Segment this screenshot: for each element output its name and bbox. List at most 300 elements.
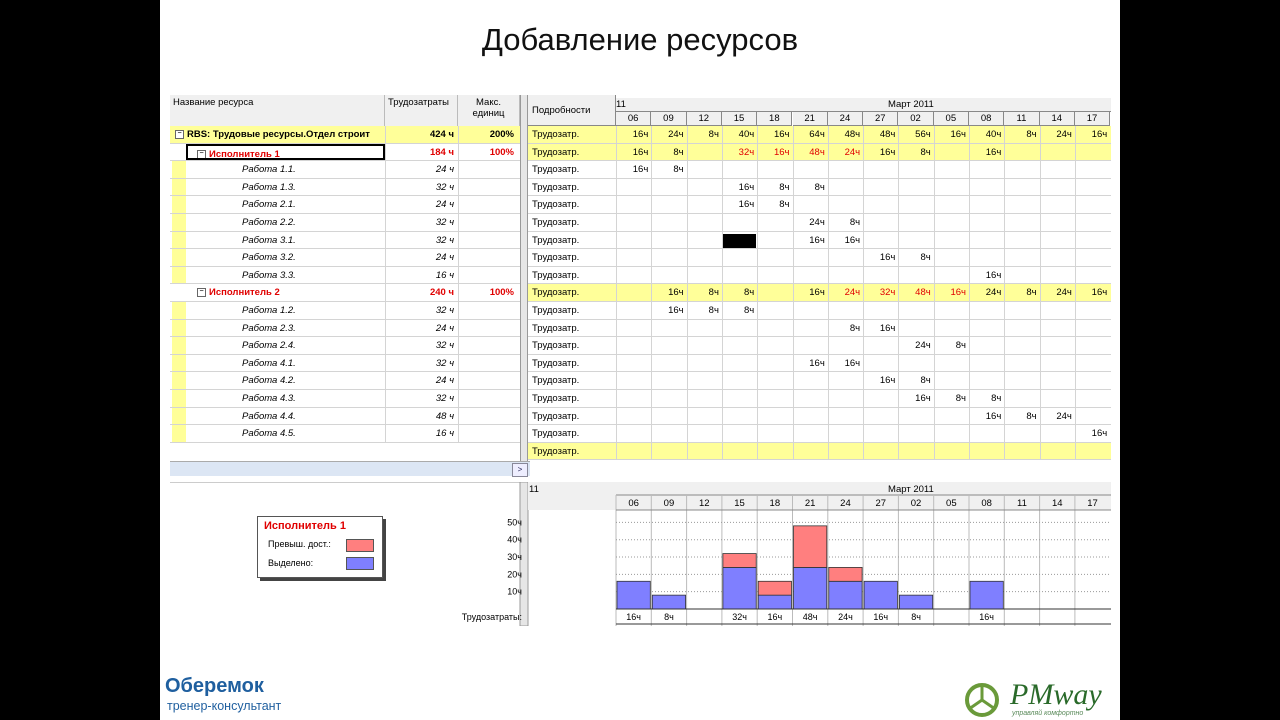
work-value-cell[interactable] xyxy=(757,390,792,407)
work-value-cell[interactable] xyxy=(616,302,651,319)
max-units-cell[interactable]: 100% xyxy=(458,284,520,301)
work-value-cell[interactable] xyxy=(969,302,1004,319)
work-value-cell[interactable] xyxy=(1004,179,1039,196)
task-row[interactable] xyxy=(170,214,520,232)
work-value-cell[interactable] xyxy=(757,425,792,442)
work-value-cell[interactable]: 8ч xyxy=(687,126,722,143)
task-row[interactable] xyxy=(170,196,520,214)
work-value-cell[interactable] xyxy=(651,425,686,442)
work-value-cell[interactable] xyxy=(934,214,969,231)
work-value-cell[interactable] xyxy=(863,390,898,407)
work-value-cell[interactable] xyxy=(1004,267,1039,284)
resource-name-cell[interactable] xyxy=(170,179,385,196)
work-value-cell[interactable]: 8ч xyxy=(1004,284,1039,301)
work-cell[interactable]: 32 ч xyxy=(385,179,458,196)
work-value-cell[interactable] xyxy=(898,179,933,196)
work-value-cell[interactable] xyxy=(969,372,1004,389)
work-value-cell[interactable] xyxy=(687,161,722,178)
work-value-cell[interactable] xyxy=(828,196,863,213)
work-value-cell[interactable] xyxy=(651,320,686,337)
work-cell[interactable]: 240 ч xyxy=(385,284,458,301)
work-value-cell[interactable] xyxy=(1040,425,1075,442)
work-value-cell[interactable] xyxy=(969,179,1004,196)
work-value-cell[interactable] xyxy=(757,320,792,337)
work-value-cell[interactable] xyxy=(616,249,651,266)
work-value-cell[interactable] xyxy=(722,161,757,178)
work-value-cell[interactable] xyxy=(1040,196,1075,213)
resource-name-cell[interactable] xyxy=(170,390,385,407)
work-value-cell[interactable] xyxy=(722,408,757,425)
work-value-cell[interactable] xyxy=(934,267,969,284)
work-value-cell[interactable] xyxy=(1075,408,1110,425)
work-value-cell[interactable] xyxy=(1075,232,1110,249)
work-value-cell[interactable] xyxy=(1004,249,1039,266)
work-value-cell[interactable]: 8ч xyxy=(828,214,863,231)
work-value-cell[interactable] xyxy=(934,232,969,249)
work-value-cell[interactable] xyxy=(687,267,722,284)
work-value-cell[interactable] xyxy=(616,196,651,213)
work-value-cell[interactable] xyxy=(793,443,828,460)
work-value-cell[interactable] xyxy=(757,284,792,301)
work-value-cell[interactable]: 8ч xyxy=(934,390,969,407)
work-value-cell[interactable]: 40ч xyxy=(969,126,1004,143)
work-value-cell[interactable] xyxy=(863,161,898,178)
work-value-cell[interactable] xyxy=(757,232,792,249)
work-value-cell[interactable]: 24ч xyxy=(1040,284,1075,301)
work-value-cell[interactable] xyxy=(616,179,651,196)
work-cell[interactable]: 32 ч xyxy=(385,355,458,372)
work-value-cell[interactable]: 48ч xyxy=(863,126,898,143)
work-value-cell[interactable] xyxy=(616,372,651,389)
work-value-cell[interactable]: 24ч xyxy=(651,126,686,143)
resource-name-cell[interactable] xyxy=(170,232,385,249)
work-value-cell[interactable] xyxy=(616,337,651,354)
work-value-cell[interactable]: 16ч xyxy=(969,267,1004,284)
work-value-cell[interactable]: 8ч xyxy=(793,179,828,196)
task-row[interactable] xyxy=(170,249,520,267)
work-value-cell[interactable] xyxy=(898,320,933,337)
work-cell[interactable]: 184 ч xyxy=(385,144,458,161)
work-value-cell[interactable] xyxy=(898,161,933,178)
work-value-cell[interactable] xyxy=(793,408,828,425)
work-value-cell[interactable]: 8ч xyxy=(1004,408,1039,425)
work-value-cell[interactable] xyxy=(722,320,757,337)
work-value-cell[interactable] xyxy=(757,249,792,266)
work-value-cell[interactable]: 8ч xyxy=(934,337,969,354)
task-row[interactable] xyxy=(170,355,520,373)
resource-name-cell[interactable] xyxy=(186,144,385,161)
work-cell[interactable]: 32 ч xyxy=(385,214,458,231)
work-value-cell[interactable] xyxy=(793,302,828,319)
work-value-cell[interactable]: 48ч xyxy=(828,126,863,143)
work-value-cell[interactable] xyxy=(828,302,863,319)
resource-name-cell[interactable] xyxy=(170,214,385,231)
work-value-cell[interactable] xyxy=(1040,232,1075,249)
work-value-cell[interactable]: 16ч xyxy=(1075,126,1110,143)
max-units-cell[interactable] xyxy=(458,232,520,249)
work-value-cell[interactable] xyxy=(1040,320,1075,337)
work-value-cell[interactable] xyxy=(651,232,686,249)
work-value-cell[interactable] xyxy=(722,372,757,389)
work-value-cell[interactable] xyxy=(651,372,686,389)
rbs-row[interactable] xyxy=(170,126,520,144)
task-row[interactable] xyxy=(170,372,520,390)
max-units-cell[interactable] xyxy=(458,337,520,354)
work-value-cell[interactable] xyxy=(863,179,898,196)
work-value-cell[interactable] xyxy=(757,443,792,460)
work-value-cell[interactable] xyxy=(1040,267,1075,284)
work-value-cell[interactable] xyxy=(828,267,863,284)
work-value-cell[interactable] xyxy=(687,144,722,161)
task-row[interactable] xyxy=(170,232,520,250)
work-value-cell[interactable] xyxy=(1040,337,1075,354)
work-value-cell[interactable] xyxy=(898,232,933,249)
work-value-cell[interactable] xyxy=(969,196,1004,213)
work-value-cell[interactable] xyxy=(934,144,969,161)
work-value-cell[interactable]: 8ч xyxy=(651,161,686,178)
work-cell[interactable]: 16 ч xyxy=(385,267,458,284)
work-value-cell[interactable] xyxy=(616,408,651,425)
work-value-cell[interactable]: 16ч xyxy=(722,179,757,196)
work-value-cell[interactable]: 8ч xyxy=(687,284,722,301)
work-cell[interactable]: 48 ч xyxy=(385,408,458,425)
work-value-cell[interactable] xyxy=(828,179,863,196)
work-value-cell[interactable] xyxy=(863,425,898,442)
work-value-cell[interactable]: 16ч xyxy=(651,284,686,301)
work-value-cell[interactable] xyxy=(687,408,722,425)
work-value-cell[interactable]: 16ч xyxy=(793,284,828,301)
work-value-cell[interactable] xyxy=(616,390,651,407)
work-value-cell[interactable] xyxy=(969,355,1004,372)
work-value-cell[interactable]: 16ч xyxy=(793,232,828,249)
work-value-cell[interactable] xyxy=(828,249,863,266)
max-units-cell[interactable] xyxy=(458,179,520,196)
work-value-cell[interactable]: 16ч xyxy=(616,126,651,143)
work-value-cell[interactable] xyxy=(1040,179,1075,196)
work-value-cell[interactable] xyxy=(1004,161,1039,178)
work-value-cell[interactable]: 48ч xyxy=(793,144,828,161)
work-value-cell[interactable] xyxy=(651,390,686,407)
work-value-cell[interactable] xyxy=(757,372,792,389)
work-value-cell[interactable] xyxy=(898,443,933,460)
work-value-cell[interactable] xyxy=(898,196,933,213)
max-units-cell[interactable] xyxy=(458,161,520,178)
work-value-cell[interactable] xyxy=(793,320,828,337)
max-units-cell[interactable] xyxy=(458,302,520,319)
work-value-cell[interactable] xyxy=(687,179,722,196)
work-value-cell[interactable]: 8ч xyxy=(722,302,757,319)
work-value-cell[interactable] xyxy=(1075,214,1110,231)
work-value-cell[interactable] xyxy=(1004,390,1039,407)
work-value-cell[interactable] xyxy=(793,337,828,354)
work-value-cell[interactable] xyxy=(651,196,686,213)
work-value-cell[interactable] xyxy=(1004,443,1039,460)
work-value-cell[interactable]: 16ч xyxy=(793,355,828,372)
work-value-cell[interactable] xyxy=(616,425,651,442)
work-value-cell[interactable] xyxy=(898,302,933,319)
work-value-cell[interactable]: 16ч xyxy=(828,232,863,249)
work-value-cell[interactable] xyxy=(1075,372,1110,389)
work-value-cell[interactable] xyxy=(793,249,828,266)
task-row[interactable] xyxy=(170,179,520,197)
work-value-cell[interactable] xyxy=(757,302,792,319)
work-value-cell[interactable]: 8ч xyxy=(1004,126,1039,143)
work-value-cell[interactable] xyxy=(863,355,898,372)
collapse-toggle-icon[interactable]: − xyxy=(197,150,206,159)
work-value-cell[interactable]: 16ч xyxy=(757,144,792,161)
max-units-cell[interactable]: 100% xyxy=(458,144,520,161)
work-value-cell[interactable] xyxy=(1004,302,1039,319)
work-value-cell[interactable]: 24ч xyxy=(1040,126,1075,143)
work-cell[interactable]: 32 ч xyxy=(385,390,458,407)
max-units-cell[interactable] xyxy=(458,355,520,372)
work-value-cell[interactable] xyxy=(934,408,969,425)
work-value-cell[interactable] xyxy=(1075,161,1110,178)
work-value-cell[interactable] xyxy=(1040,144,1075,161)
work-value-cell[interactable] xyxy=(651,267,686,284)
work-cell[interactable]: 24 ч xyxy=(385,161,458,178)
work-value-cell[interactable] xyxy=(828,372,863,389)
work-value-cell[interactable] xyxy=(687,443,722,460)
work-cell[interactable]: 24 ч xyxy=(385,320,458,337)
work-cell[interactable]: 424 ч xyxy=(385,126,458,143)
view-splitter[interactable] xyxy=(520,95,528,461)
resource-name-cell[interactable] xyxy=(170,372,385,389)
work-value-cell[interactable] xyxy=(934,372,969,389)
work-value-cell[interactable] xyxy=(934,425,969,442)
resource-name-cell[interactable] xyxy=(170,408,385,425)
work-value-cell[interactable]: 32ч xyxy=(722,144,757,161)
work-value-cell[interactable] xyxy=(969,337,1004,354)
work-value-cell[interactable] xyxy=(969,161,1004,178)
work-value-cell[interactable] xyxy=(722,355,757,372)
work-value-cell[interactable] xyxy=(722,390,757,407)
max-units-cell[interactable] xyxy=(458,196,520,213)
task-row[interactable] xyxy=(170,161,520,179)
resource-row[interactable] xyxy=(170,144,520,162)
work-value-cell[interactable] xyxy=(1075,320,1110,337)
work-value-cell[interactable]: 16ч xyxy=(722,196,757,213)
work-value-cell[interactable] xyxy=(828,337,863,354)
work-value-cell[interactable] xyxy=(863,302,898,319)
work-value-cell[interactable] xyxy=(828,408,863,425)
work-value-cell[interactable]: 16ч xyxy=(934,284,969,301)
resource-name-cell[interactable] xyxy=(170,126,385,143)
work-value-cell[interactable] xyxy=(934,161,969,178)
selected-cell[interactable] xyxy=(723,234,756,249)
work-value-cell[interactable] xyxy=(828,443,863,460)
work-value-cell[interactable] xyxy=(934,355,969,372)
work-value-cell[interactable]: 16ч xyxy=(863,320,898,337)
work-value-cell[interactable] xyxy=(651,355,686,372)
work-value-cell[interactable] xyxy=(1075,355,1110,372)
work-value-cell[interactable] xyxy=(969,320,1004,337)
work-value-cell[interactable] xyxy=(1040,443,1075,460)
work-value-cell[interactable]: 8ч xyxy=(757,179,792,196)
max-units-cell[interactable] xyxy=(458,267,520,284)
work-value-cell[interactable]: 24ч xyxy=(828,284,863,301)
work-value-cell[interactable]: 56ч xyxy=(898,126,933,143)
work-value-cell[interactable]: 8ч xyxy=(969,390,1004,407)
work-value-cell[interactable] xyxy=(616,443,651,460)
work-value-cell[interactable] xyxy=(1004,232,1039,249)
work-value-cell[interactable] xyxy=(1075,196,1110,213)
work-value-cell[interactable]: 24ч xyxy=(1040,408,1075,425)
work-value-cell[interactable] xyxy=(757,267,792,284)
max-units-cell[interactable] xyxy=(458,249,520,266)
work-value-cell[interactable] xyxy=(1075,302,1110,319)
work-value-cell[interactable] xyxy=(898,425,933,442)
work-value-cell[interactable] xyxy=(722,443,757,460)
resource-name-cell[interactable] xyxy=(170,425,385,442)
work-value-cell[interactable] xyxy=(616,284,651,301)
resource-name-cell[interactable] xyxy=(170,161,385,178)
work-value-cell[interactable] xyxy=(651,443,686,460)
work-value-cell[interactable] xyxy=(898,355,933,372)
work-value-cell[interactable] xyxy=(687,320,722,337)
work-value-cell[interactable] xyxy=(1075,249,1110,266)
work-value-cell[interactable] xyxy=(934,320,969,337)
work-value-cell[interactable] xyxy=(651,179,686,196)
work-value-cell[interactable] xyxy=(969,214,1004,231)
work-cell[interactable]: 24 ч xyxy=(385,249,458,266)
work-value-cell[interactable] xyxy=(1004,337,1039,354)
work-value-cell[interactable] xyxy=(1004,372,1039,389)
task-row[interactable] xyxy=(170,267,520,285)
work-value-cell[interactable] xyxy=(863,408,898,425)
work-value-cell[interactable] xyxy=(934,249,969,266)
work-value-cell[interactable] xyxy=(793,390,828,407)
work-value-cell[interactable] xyxy=(898,408,933,425)
work-value-cell[interactable]: 8ч xyxy=(651,144,686,161)
work-value-cell[interactable]: 8ч xyxy=(828,320,863,337)
work-value-cell[interactable] xyxy=(722,425,757,442)
column-header-max-units[interactable]: Макс. единиц xyxy=(458,95,520,126)
work-value-cell[interactable] xyxy=(898,267,933,284)
work-value-cell[interactable] xyxy=(687,196,722,213)
work-value-cell[interactable] xyxy=(934,179,969,196)
work-cell[interactable]: 24 ч xyxy=(385,196,458,213)
work-value-cell[interactable] xyxy=(793,267,828,284)
work-value-cell[interactable] xyxy=(934,443,969,460)
work-value-cell[interactable]: 24ч xyxy=(793,214,828,231)
work-value-cell[interactable] xyxy=(969,425,1004,442)
work-value-cell[interactable] xyxy=(757,214,792,231)
work-value-cell[interactable] xyxy=(687,390,722,407)
resource-name-cell[interactable] xyxy=(170,249,385,266)
resource-name-cell[interactable] xyxy=(170,284,385,301)
work-value-cell[interactable] xyxy=(1004,196,1039,213)
resource-name-cell[interactable] xyxy=(170,320,385,337)
collapse-toggle-icon[interactable]: − xyxy=(197,288,206,297)
work-value-cell[interactable] xyxy=(1040,302,1075,319)
work-value-cell[interactable] xyxy=(969,443,1004,460)
work-value-cell[interactable]: 16ч xyxy=(828,355,863,372)
work-value-cell[interactable] xyxy=(757,161,792,178)
work-value-cell[interactable] xyxy=(616,214,651,231)
resource-row[interactable] xyxy=(170,284,520,302)
work-value-cell[interactable]: 16ч xyxy=(898,390,933,407)
work-value-cell[interactable] xyxy=(898,214,933,231)
work-value-cell[interactable]: 16ч xyxy=(757,126,792,143)
work-value-cell[interactable] xyxy=(687,232,722,249)
work-value-cell[interactable] xyxy=(969,249,1004,266)
work-value-cell[interactable] xyxy=(1075,443,1110,460)
resource-name-cell[interactable] xyxy=(170,337,385,354)
collapse-toggle-icon[interactable]: − xyxy=(175,130,184,139)
max-units-cell[interactable] xyxy=(458,408,520,425)
task-row[interactable] xyxy=(170,302,520,320)
work-value-cell[interactable] xyxy=(793,425,828,442)
work-value-cell[interactable]: 16ч xyxy=(651,302,686,319)
max-units-cell[interactable] xyxy=(458,372,520,389)
work-value-cell[interactable]: 8ч xyxy=(898,144,933,161)
column-header-work[interactable]: Трудозатраты xyxy=(385,95,458,126)
work-value-cell[interactable] xyxy=(934,196,969,213)
scroll-right-button[interactable]: > xyxy=(512,463,528,477)
work-value-cell[interactable] xyxy=(722,337,757,354)
max-units-cell[interactable] xyxy=(458,390,520,407)
work-value-cell[interactable] xyxy=(1075,267,1110,284)
work-value-cell[interactable] xyxy=(616,355,651,372)
resource-name-cell[interactable] xyxy=(170,355,385,372)
work-value-cell[interactable]: 16ч xyxy=(863,372,898,389)
work-value-cell[interactable] xyxy=(722,249,757,266)
work-value-cell[interactable]: 16ч xyxy=(969,144,1004,161)
task-row[interactable] xyxy=(170,425,520,443)
work-value-cell[interactable] xyxy=(1040,355,1075,372)
work-value-cell[interactable] xyxy=(1004,214,1039,231)
work-value-cell[interactable] xyxy=(1040,249,1075,266)
work-value-cell[interactable] xyxy=(1075,144,1110,161)
work-value-cell[interactable] xyxy=(687,355,722,372)
work-value-cell[interactable] xyxy=(828,161,863,178)
work-value-cell[interactable] xyxy=(934,302,969,319)
work-value-cell[interactable] xyxy=(687,337,722,354)
work-value-cell[interactable] xyxy=(722,214,757,231)
resource-name-cell[interactable] xyxy=(170,196,385,213)
column-header-name[interactable]: Название ресурса xyxy=(170,95,385,126)
work-value-cell[interactable] xyxy=(651,337,686,354)
work-value-cell[interactable]: 24ч xyxy=(969,284,1004,301)
work-value-cell[interactable] xyxy=(863,443,898,460)
work-value-cell[interactable] xyxy=(863,232,898,249)
work-value-cell[interactable]: 24ч xyxy=(828,144,863,161)
work-cell[interactable]: 32 ч xyxy=(385,232,458,249)
work-value-cell[interactable]: 8ч xyxy=(687,302,722,319)
max-units-cell[interactable] xyxy=(458,320,520,337)
work-cell[interactable]: 16 ч xyxy=(385,425,458,442)
work-cell[interactable]: 32 ч xyxy=(385,302,458,319)
max-units-cell[interactable] xyxy=(458,214,520,231)
work-value-cell[interactable] xyxy=(793,161,828,178)
work-value-cell[interactable] xyxy=(687,214,722,231)
resource-name-cell[interactable] xyxy=(170,302,385,319)
work-value-cell[interactable] xyxy=(969,232,1004,249)
work-value-cell[interactable] xyxy=(722,267,757,284)
work-value-cell[interactable] xyxy=(1075,337,1110,354)
work-value-cell[interactable]: 16ч xyxy=(616,144,651,161)
work-value-cell[interactable]: 16ч xyxy=(934,126,969,143)
work-value-cell[interactable] xyxy=(1004,320,1039,337)
work-value-cell[interactable]: 32ч xyxy=(863,284,898,301)
work-value-cell[interactable] xyxy=(1040,390,1075,407)
task-row[interactable] xyxy=(170,408,520,426)
work-value-cell[interactable] xyxy=(687,425,722,442)
work-value-cell[interactable] xyxy=(687,372,722,389)
work-value-cell[interactable] xyxy=(616,232,651,249)
work-value-cell[interactable]: 8ч xyxy=(898,372,933,389)
